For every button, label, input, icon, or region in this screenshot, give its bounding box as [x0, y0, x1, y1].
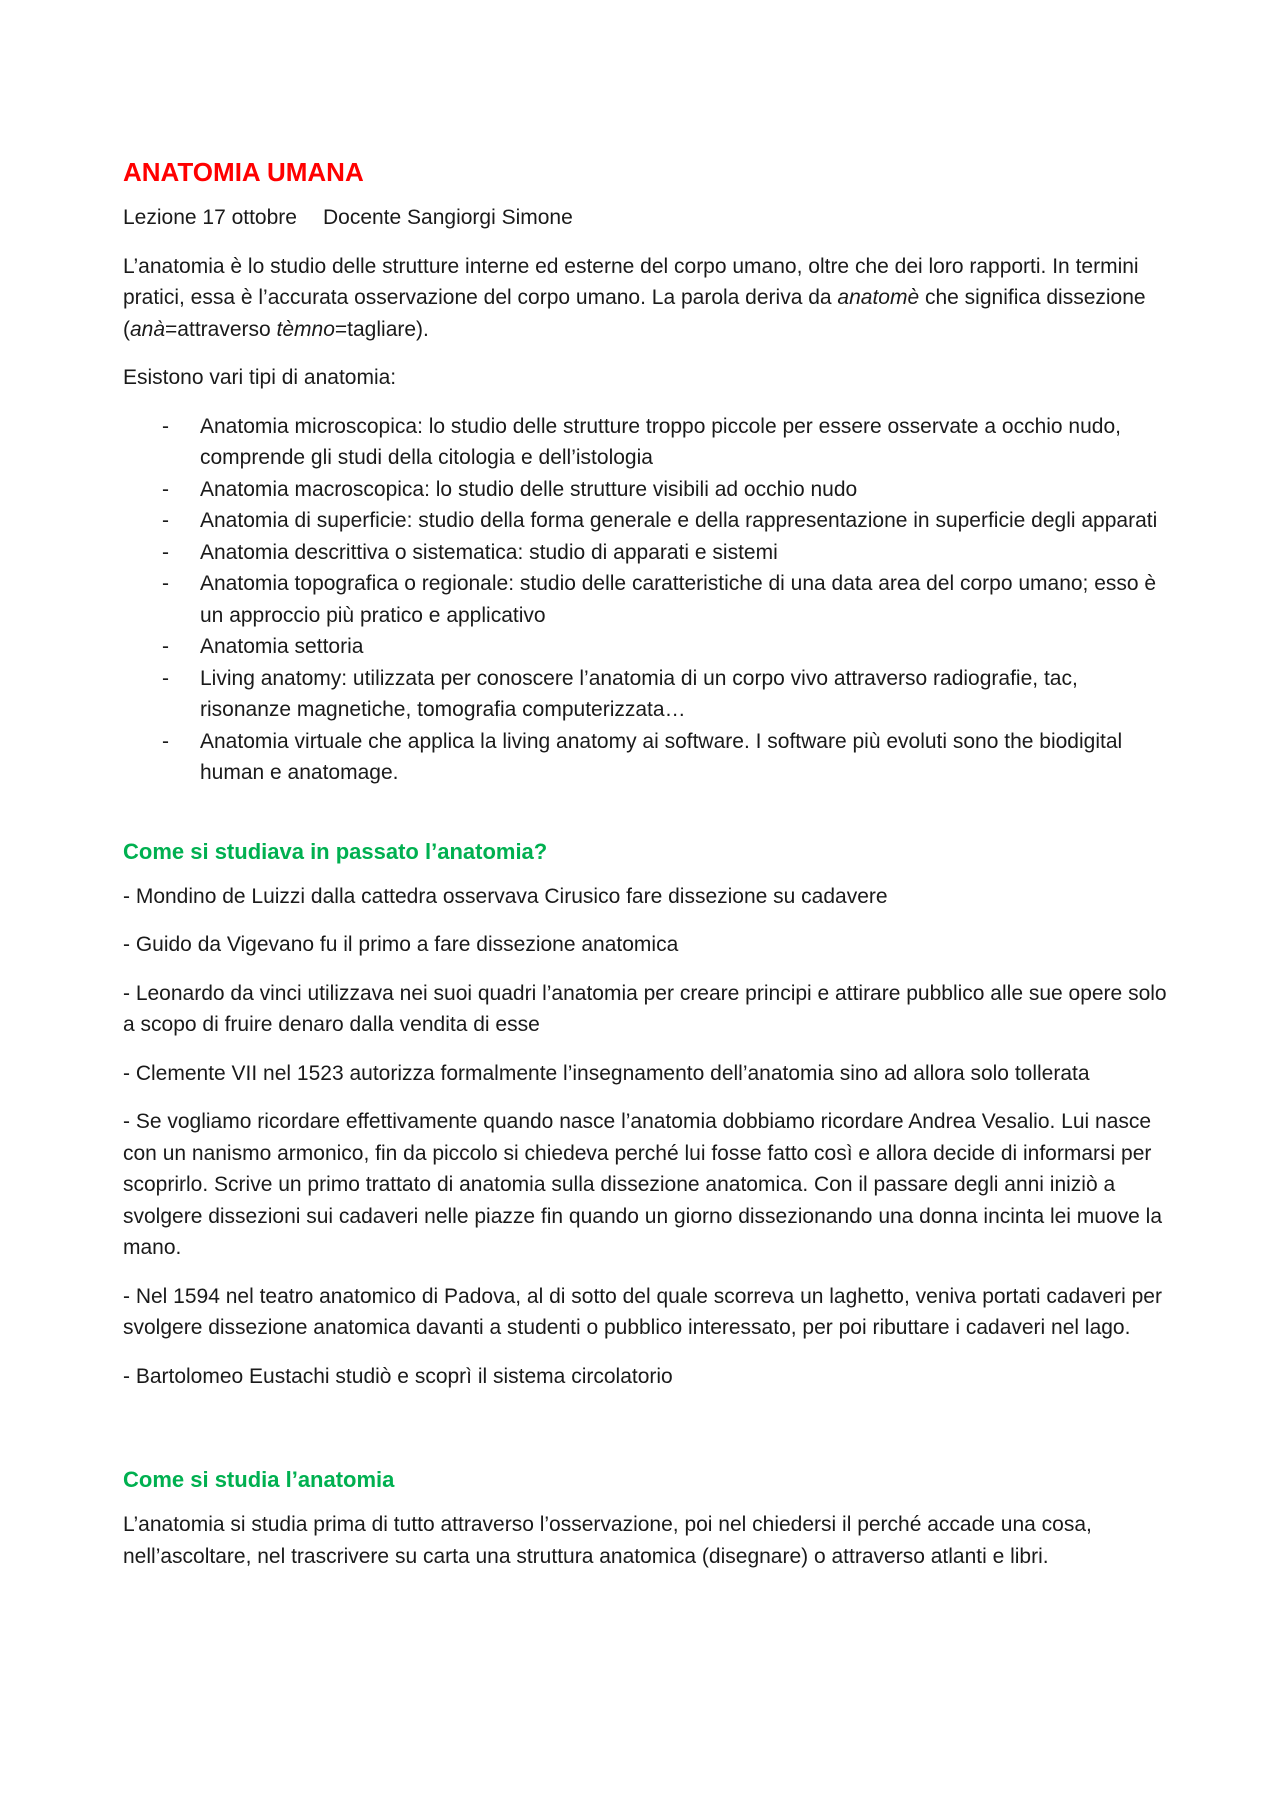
study-paragraph: L’anatomia si studia prima di tutto attraverso l’osservazione, poi nel chiedersi il perché accade una cosa, nell’ascoltare, nel trascrivere su carta una struttura anatomica (disegnare) o attraverso atlanti e libri.: [123, 1513, 1092, 1568]
bullet-dash: -: [162, 666, 169, 690]
types-intro: Esistono vari tipi di anatomia:: [123, 366, 397, 389]
bullet-dash: -: [162, 509, 169, 532]
history-item: - Mondino de Luizzi dalla cattedra osservava Cirusico fare dissezione su cadavere: [123, 884, 888, 908]
bullet-dash: -: [162, 635, 169, 658]
bullet-dash: -: [162, 540, 169, 564]
intro-text-2: che significa dissezione (: [123, 286, 1146, 341]
list-item: - Anatomia descrittiva o sistematica: studio di apparati e sistemi: [123, 537, 1168, 569]
lesson-meta: [123, 202, 1168, 234]
bullet-dash: -: [162, 729, 169, 753]
bullet-dash: -: [162, 477, 169, 501]
list-item: - Anatomia settoria: [123, 631, 1168, 663]
anatomy-types-list: [123, 411, 1168, 789]
spacer: [123, 1409, 1168, 1461]
bullet-dash: -: [162, 572, 169, 595]
history-item: - Clemente VII nel 1523 autorizza formalmente l’insegnamento dell’anatomia sino ad allora solo tollerata: [123, 1061, 1090, 1085]
list-item: - Anatomia topografica o regionale: studio delle caratteristiche di una data area del corpo umano; esso è un approccio più pratico e applicativo: [123, 568, 1168, 631]
list-item: - Living anatomy: utilizzata per conoscere l’anatomia di un corpo vivo attraverso radiografie, tac, risonanze magnetiche, tomografia computerizzata…: [123, 663, 1168, 726]
intro-text-4: =tagliare).: [334, 317, 429, 341]
history-item: - Bartolomeo Eustachi studiò e scoprì il sistema circolatorio: [123, 1364, 673, 1388]
intro-term-temno: tèmno: [276, 317, 335, 341]
history-item: - Guido da Vigevano fu il primo a fare dissezione anatomica: [123, 933, 679, 956]
document-page: [123, 152, 1168, 1589]
intro-text-1: L’anatomia è lo studio delle strutture interne ed esterne del corpo umano, oltre che dei loro rapporti. In termini pratici, essa è l’accurata osservazione del corpo umano. La parola deriva da: [123, 254, 1139, 309]
intro-paragraph: [123, 251, 1168, 346]
list-item: - Anatomia di superficie: studio della forma generale e della rappresentazione in superficie degli apparati: [123, 505, 1168, 537]
history-item: - Nel 1594 nel teatro anatomico di Padova, al di sotto del quale scorreva un laghetto, veniva portati cadaveri per svolgere dissezione anatomica davanti a studenti o pubblico interessato, per poi ributtare i cadaveri nel lago.: [123, 1284, 1162, 1339]
history-item: - Leonardo da vinci utilizzava nei suoi quadri l’anatomia per creare principi e attirare pubblico alle sue opere solo a scopo di fruire denaro dalla vendita di esse: [123, 981, 1167, 1036]
intro-term-anatome: anatomè: [837, 286, 920, 309]
history-heading: Come si studiava in passato l’anatomia?: [123, 838, 548, 864]
list-item: - Anatomia microscopica: lo studio delle strutture troppo piccole per essere osservate a occhio nudo, comprende gli studi della citologia e dell’istologia: [123, 411, 1168, 474]
spacer: [123, 789, 1168, 833]
study-heading: Come si studia l’anatomia: [123, 1467, 395, 1492]
document-title: ANATOMIA UMANA: [123, 157, 364, 187]
list-item: - Anatomia macroscopica: lo studio delle strutture visibili ad occhio nudo: [123, 474, 1168, 506]
intro-term-ana: anà: [130, 317, 166, 341]
lesson-date: Lezione 17 ottobre: [123, 206, 297, 229]
history-item: - Se vogliamo ricordare effettivamente quando nasce l’anatomia dobbiamo ricordare Andrea Vesalio. Lui nasce con un nanismo armonico, fin da piccolo si chiedeva perché lui fosse fatto così e allora decide di informarsi per scoprirlo. Scrive un primo trattato di anatomia sulla dissezione anatomica. Con il passare degli anni iniziò a svolgere dissezioni sui cadaveri nelle piazze fin quando un giorno dissezionando una donna incinta lei muove la mano.: [123, 1110, 1163, 1259]
intro-text-3: =attraverso: [165, 317, 277, 341]
list-item: - Anatomia virtuale che applica la living anatomy ai software. I software più evoluti sono the biodigital human e anatomage.: [123, 726, 1168, 789]
bullet-dash: -: [162, 414, 169, 438]
teacher-name: Docente Sangiorgi Simone: [322, 206, 573, 229]
